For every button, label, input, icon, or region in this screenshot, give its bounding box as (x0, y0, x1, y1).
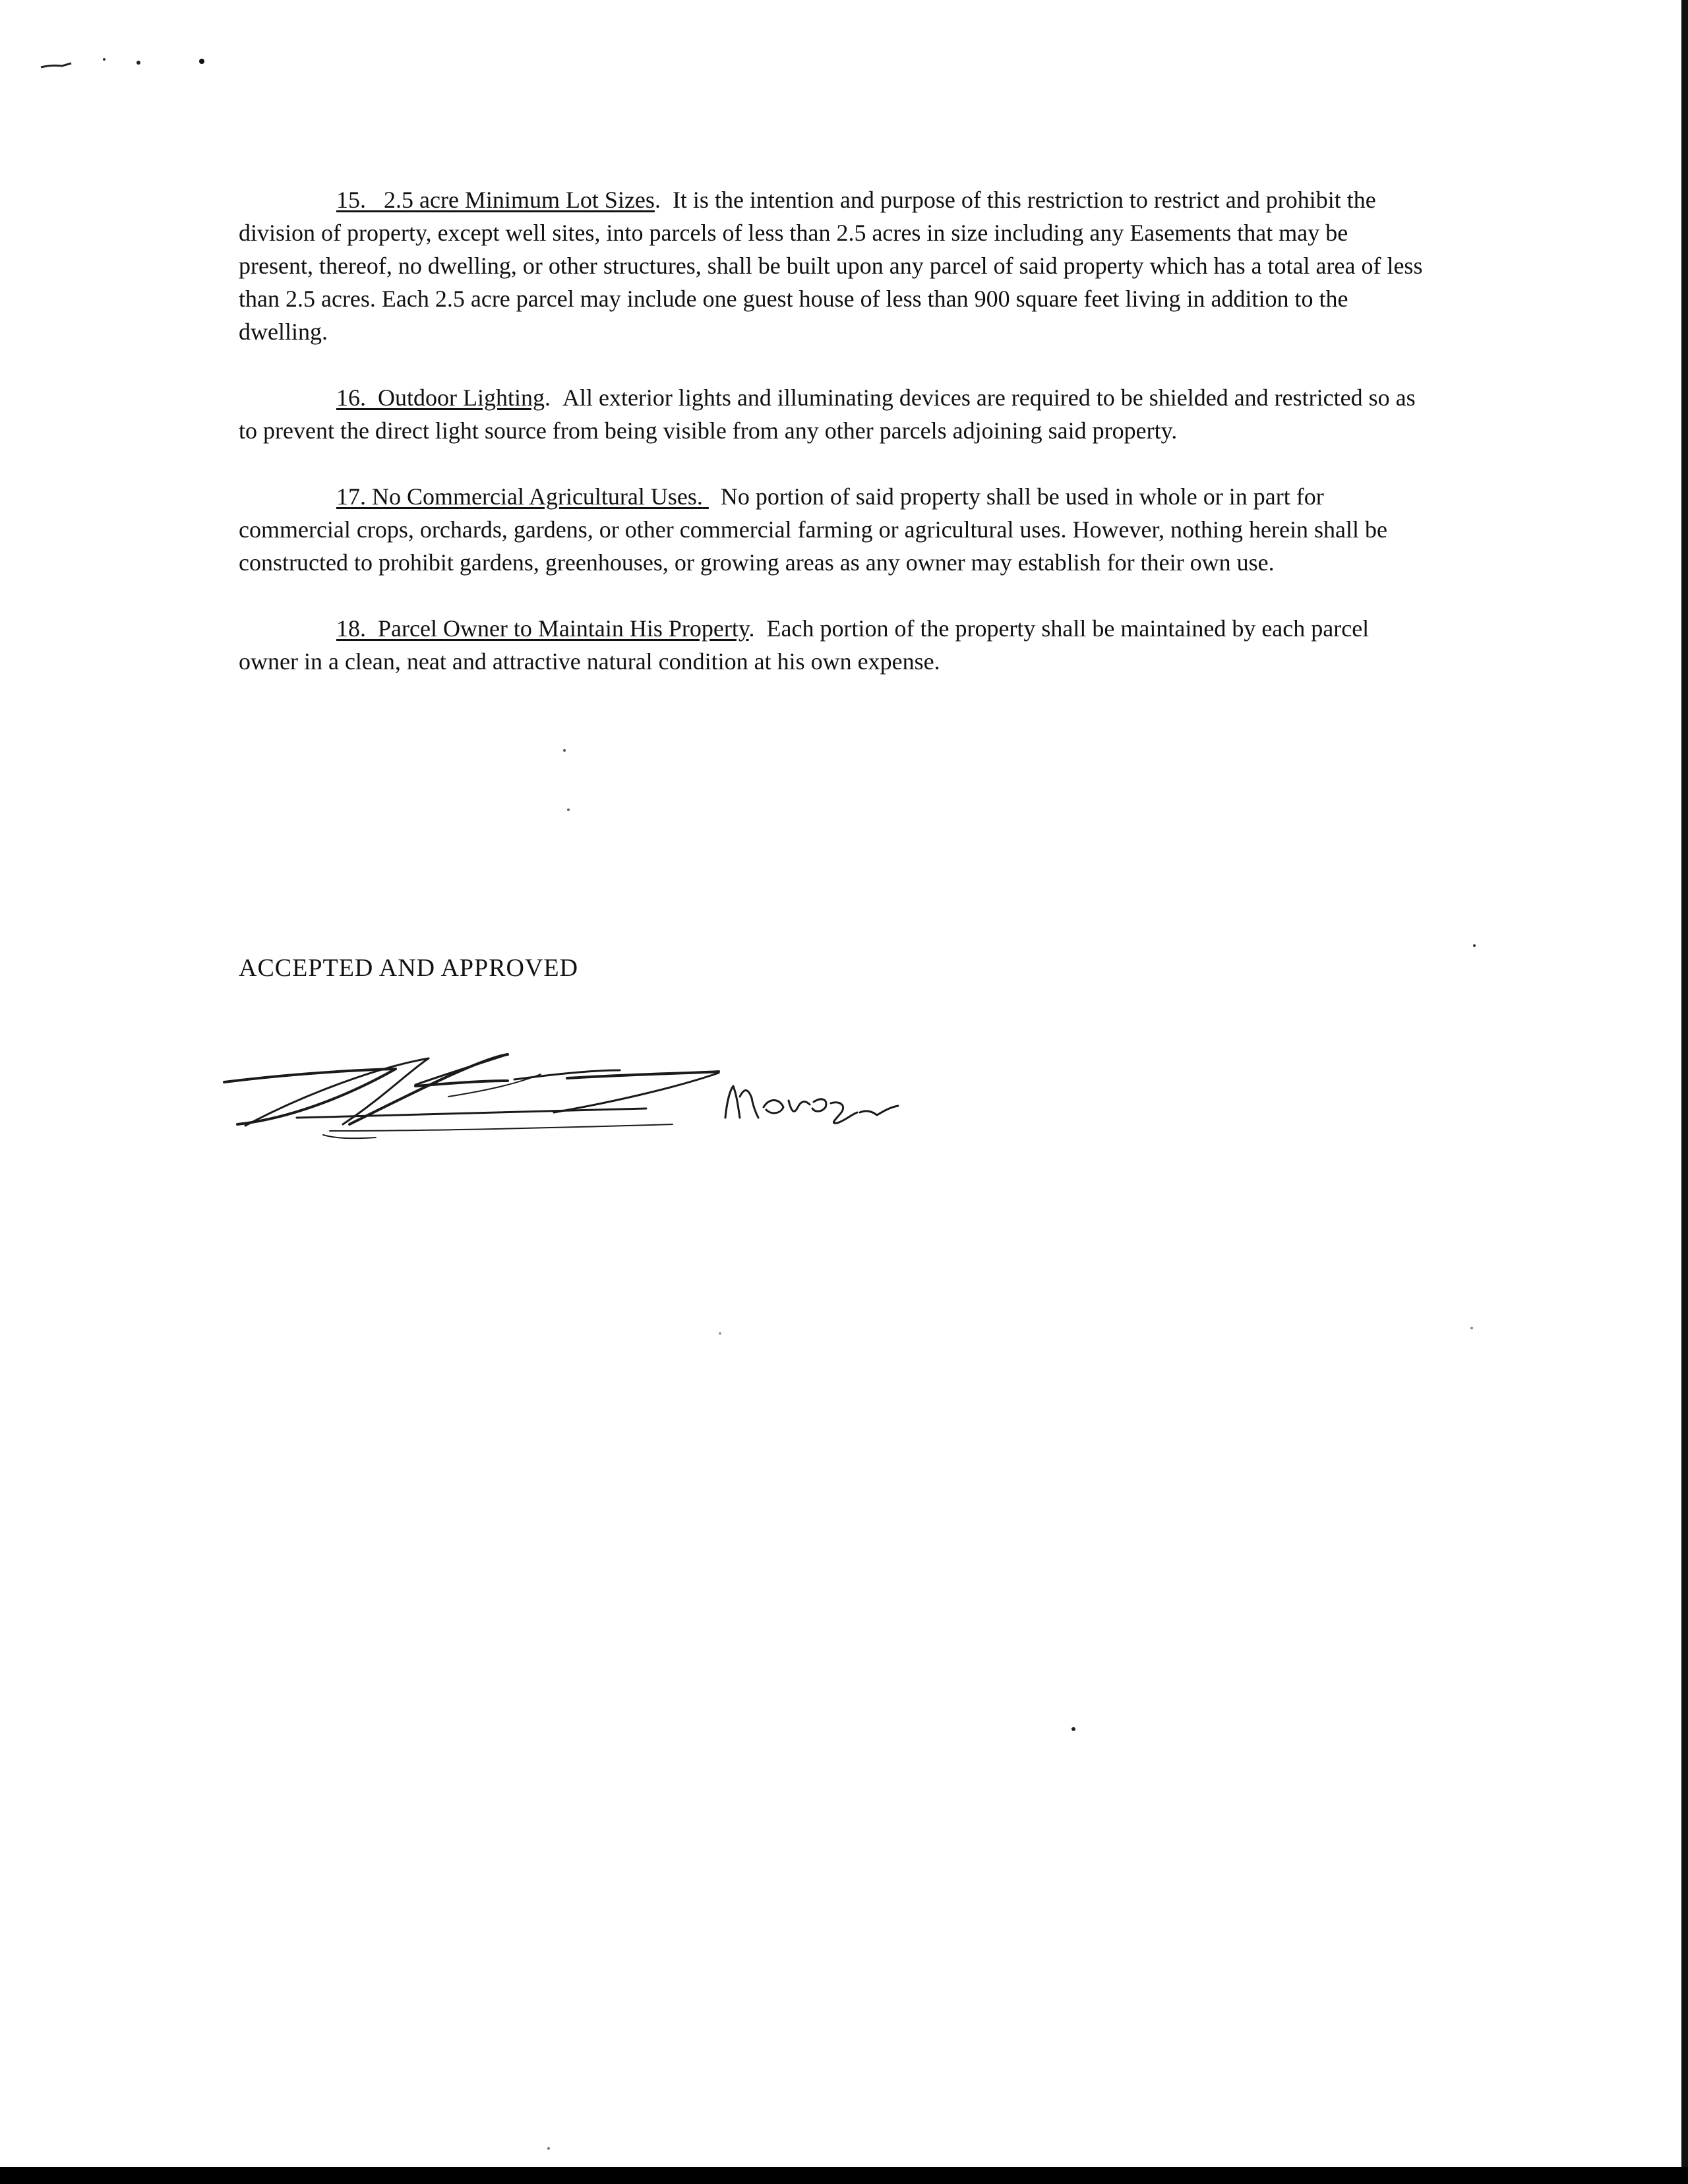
clause-18-title: Parcel Owner to Maintain His Property (378, 615, 749, 642)
scan-bottom-border (0, 2167, 1688, 2184)
clause-15-number: 15. (336, 187, 366, 213)
restrictions-text (239, 183, 1423, 711)
clause-17 (239, 480, 1423, 579)
handwritten-signature (198, 1025, 936, 1144)
clause-16-heading (336, 384, 545, 411)
clause-15: 15. 2.5 acre Minimum Lot Sizes. It is the intention and purpose of this restriction to restrict and prohibit the division of property, except well sites, into parcels of less than 2.5 acres in size including any Easements that may be present, thereof, no dwelling, or other structures, shall be built upon any parcel of said property which has a total area of less than 2.5 acres. Each 2.5 acre parcel may include one guest house of less than 900 square feet living in addition to the dwelling. (239, 187, 1423, 345)
clause-15-body: It is the intention and purpose of this restriction to restrict and prohibit the division of property, except well sites, into parcels of less than 2.5 acres in size including any Easements that may be present, thereof, no dwelling, or other structures, shall be built upon any parcel of said property which has a total area of less than 2.5 acres. Each 2.5 acre parcel may include one guest house of less than 900 square feet living in addition to the dwelling. (239, 187, 1423, 345)
clause-15-heading (336, 187, 655, 213)
clause-18-body: Each portion of the property shall be maintained by each parcel owner in a clean, neat and attractive natural condition at his own expense. (239, 615, 1370, 675)
clause-16-body: All exterior lights and illuminating devices are required to be shielded and restricted so as to prevent the direct light source from being visible from any other parcels adjoining said property. (239, 384, 1416, 444)
acceptance-label: ACCEPTED AND APPROVED (239, 954, 579, 982)
clause-18-number: 18. (336, 615, 366, 642)
clause-18: 18. Parcel Owner to Maintain His Property. Each portion of the property shall be maintained by each parcel owner in a clean, neat and attractive natural condition at his own expense. (239, 615, 1370, 675)
clause-16-title: Outdoor Lighting (378, 384, 545, 411)
clause-16-number: 16. (336, 384, 366, 411)
clause-16: 16. Outdoor Lighting. All exterior lights and illuminating devices are required to be shielded and restricted so as to prevent the direct light source from being visible from any other parcels adjoining said property. (239, 384, 1416, 444)
scan-right-border (1681, 0, 1688, 2184)
clause-18-heading (336, 615, 749, 642)
clause-17-body: No portion of said property shall be used in whole or in part for commercial crops, orchards, gardens, or other commercial farming or agricultural uses. However, nothing herein shall be constructed to prohibit gardens, greenhouses, or growing areas as any owner may establish for their own use. (239, 483, 1387, 576)
clause-15-title: 2.5 acre Minimum Lot Sizes (384, 187, 655, 213)
clause-17-number: 17. (336, 483, 366, 510)
clause-17-title: No Commercial Agricultural Uses. (372, 483, 703, 510)
clause-17-heading (336, 483, 709, 510)
